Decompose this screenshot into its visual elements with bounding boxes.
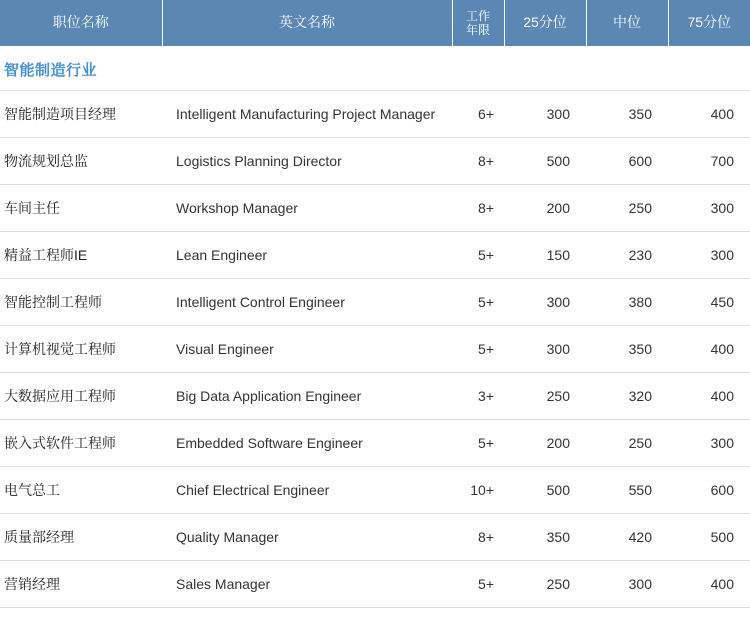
cell-p25: 500 — [504, 138, 586, 185]
cell-position-en: Quality Manager — [162, 514, 452, 561]
cell-p25: 200 — [504, 420, 586, 467]
cell-p75: 500 — [668, 514, 750, 561]
column-header-median: 中位 — [586, 0, 668, 46]
cell-position-cn: 质量部经理 — [0, 514, 162, 561]
cell-years: 5+ — [452, 326, 504, 373]
cell-p75: 450 — [668, 279, 750, 326]
cell-position-cn: 计算机视觉工程师 — [0, 326, 162, 373]
cell-p75: 300 — [668, 185, 750, 232]
table-row — [0, 467, 750, 514]
table-row — [0, 138, 750, 185]
cell-position-en: Intelligent Manufacturing Project Manager — [162, 91, 452, 138]
cell-median: 320 — [586, 373, 668, 420]
cell-p25: 150 — [504, 232, 586, 279]
cell-median: 300 — [586, 561, 668, 608]
cell-median: 230 — [586, 232, 668, 279]
cell-years: 8+ — [452, 514, 504, 561]
cell-years: 8+ — [452, 138, 504, 185]
cell-position-cn: 大数据应用工程师 — [0, 373, 162, 420]
cell-position-cn: 物流规划总监 — [0, 138, 162, 185]
table-row — [0, 514, 750, 561]
cell-p75: 700 — [668, 138, 750, 185]
table-row — [0, 373, 750, 420]
table-row — [0, 326, 750, 373]
cell-position-en: Workshop Manager — [162, 185, 452, 232]
cell-position-en: Sales Manager — [162, 561, 452, 608]
table-header — [0, 0, 750, 46]
cell-p75: 600 — [668, 467, 750, 514]
cell-p75: 400 — [668, 91, 750, 138]
cell-years: 3+ — [452, 373, 504, 420]
cell-position-en: Big Data Application Engineer — [162, 373, 452, 420]
cell-position-cn: 电气总工 — [0, 467, 162, 514]
cell-p25: 300 — [504, 91, 586, 138]
cell-years: 5+ — [452, 420, 504, 467]
cell-p75: 400 — [668, 326, 750, 373]
cell-p25: 300 — [504, 279, 586, 326]
cell-median: 350 — [586, 91, 668, 138]
cell-years: 8+ — [452, 185, 504, 232]
cell-position-cn: 嵌入式软件工程师 — [0, 420, 162, 467]
cell-position-en: Logistics Planning Director — [162, 138, 452, 185]
cell-p25: 250 — [504, 373, 586, 420]
cell-years: 5+ — [452, 232, 504, 279]
column-header-p25: 25分位 — [504, 0, 586, 46]
cell-position-cn: 智能控制工程师 — [0, 279, 162, 326]
cell-p25: 350 — [504, 514, 586, 561]
table-row — [0, 185, 750, 232]
table-row — [0, 561, 750, 608]
column-header-p75: 75分位 — [668, 0, 750, 46]
cell-years: 6+ — [452, 91, 504, 138]
cell-p75: 300 — [668, 232, 750, 279]
cell-position-en: Chief Electrical Engineer — [162, 467, 452, 514]
table-header-row — [0, 0, 750, 46]
cell-years: 5+ — [452, 279, 504, 326]
cell-median: 350 — [586, 326, 668, 373]
cell-years: 10+ — [452, 467, 504, 514]
cell-p75: 400 — [668, 561, 750, 608]
column-header-cn-name: 职位名称 — [0, 0, 162, 46]
cell-median: 600 — [586, 138, 668, 185]
section-header-cell — [0, 46, 750, 91]
table-row — [0, 232, 750, 279]
cell-p25: 300 — [504, 326, 586, 373]
column-header-years-line2: 年限 — [465, 23, 490, 37]
table-row — [0, 91, 750, 138]
cell-median: 250 — [586, 185, 668, 232]
table-row — [0, 279, 750, 326]
cell-median: 380 — [586, 279, 668, 326]
cell-median: 550 — [586, 467, 668, 514]
cell-position-en: Intelligent Control Engineer — [162, 279, 452, 326]
cell-p25: 250 — [504, 561, 586, 608]
cell-median: 420 — [586, 514, 668, 561]
cell-p75: 300 — [668, 420, 750, 467]
cell-position-cn: 精益工程师IE — [0, 232, 162, 279]
cell-position-cn: 车间主任 — [0, 185, 162, 232]
section-header-row — [0, 46, 750, 91]
cell-position-cn: 营销经理 — [0, 561, 162, 608]
bottom-spacer — [0, 608, 750, 626]
cell-position-en: Embedded Software Engineer — [162, 420, 452, 467]
column-header-en-name: 英文名称 — [162, 0, 452, 46]
cell-position-en: Lean Engineer — [162, 232, 452, 279]
cell-p75: 400 — [668, 373, 750, 420]
table-body — [0, 46, 750, 608]
column-header-years-line1: 工作 — [465, 8, 490, 23]
section-title: 智能制造行业 — [4, 61, 98, 79]
column-header-years — [452, 0, 504, 46]
cell-position-cn: 智能制造项目经理 — [0, 91, 162, 138]
cell-p25: 500 — [504, 467, 586, 514]
cell-years: 5+ — [452, 561, 504, 608]
cell-p25: 200 — [504, 185, 586, 232]
cell-median: 250 — [586, 420, 668, 467]
cell-position-en: Visual Engineer — [162, 326, 452, 373]
table-row — [0, 420, 750, 467]
